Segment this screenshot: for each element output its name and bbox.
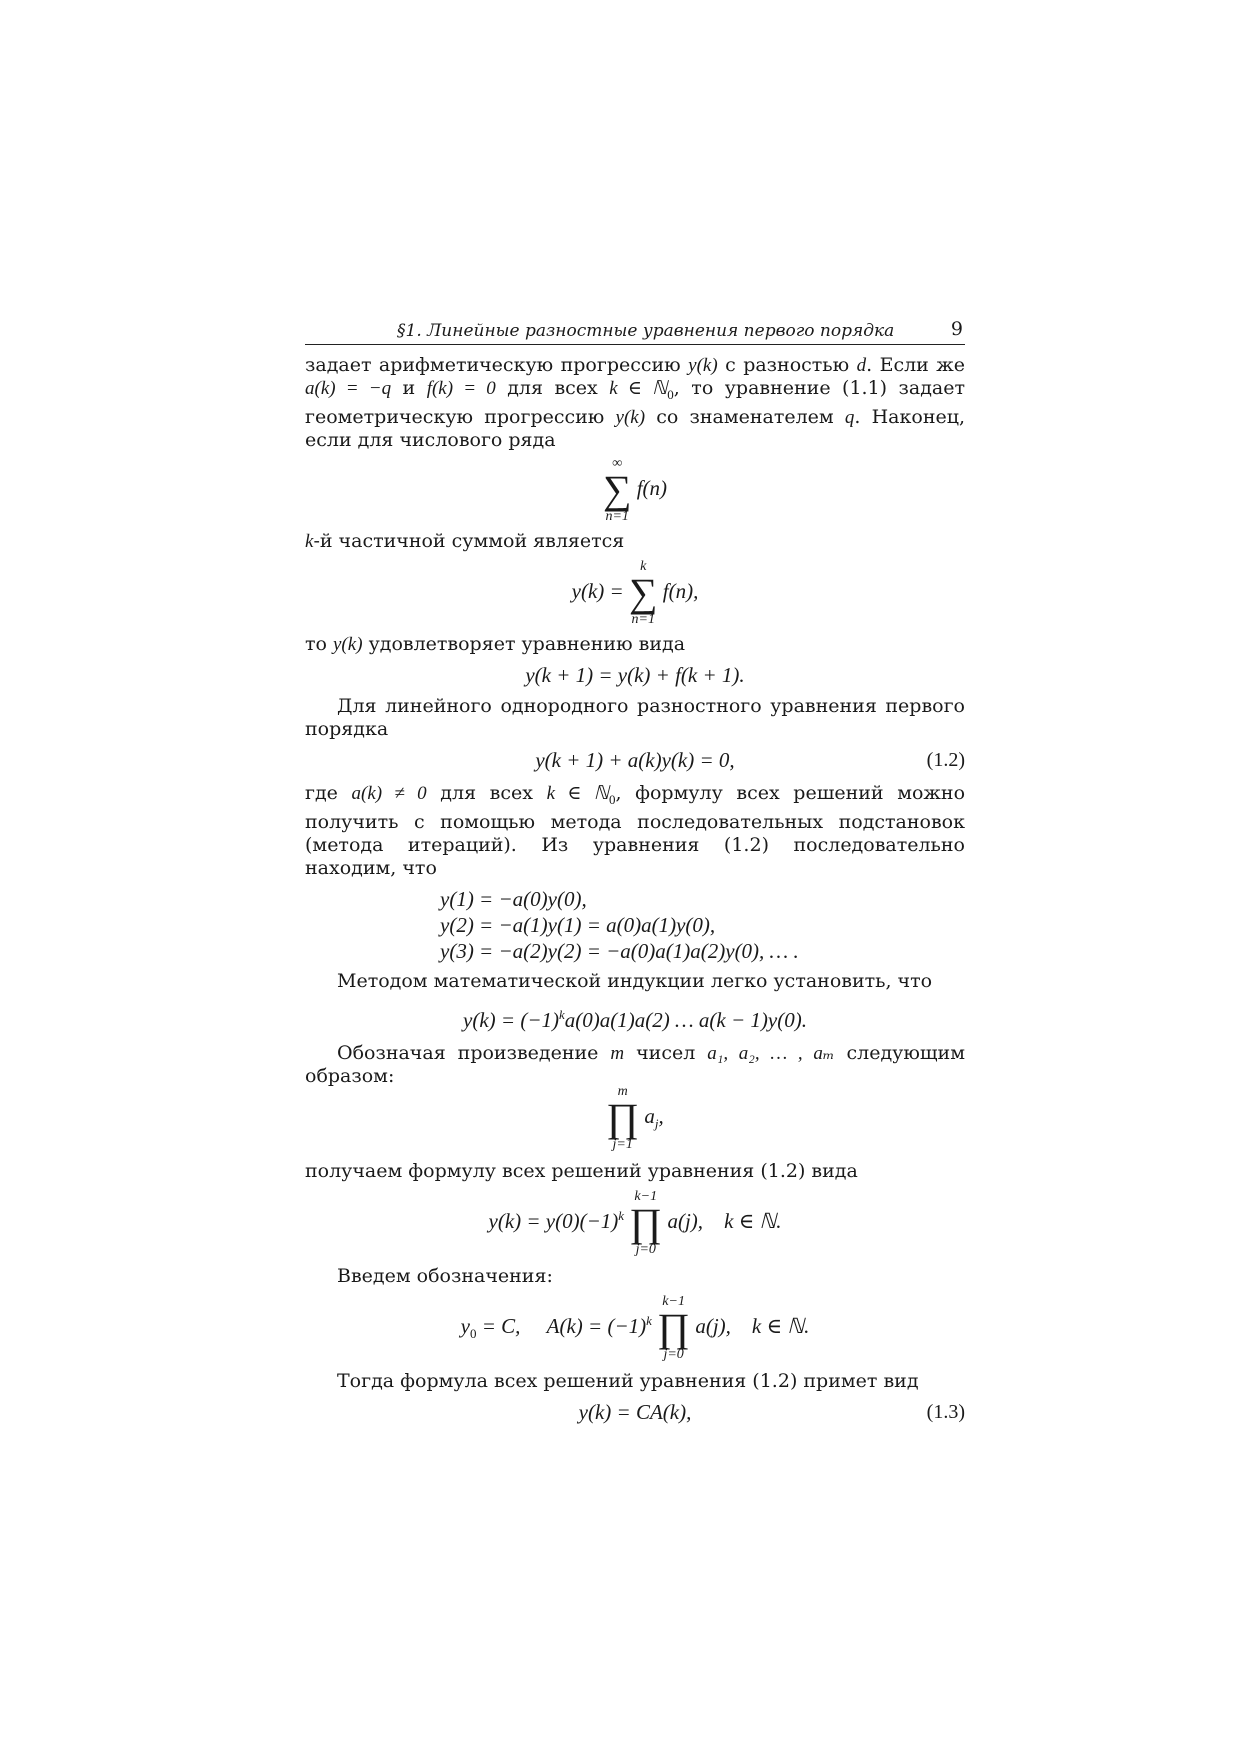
paragraph-3: то y(k) удовлетворяет уравнению вида <box>305 632 686 655</box>
general-solution-formula: $y(k) = y(0)(-1)^k$ k−1 ∏ j=0 a(j), k ∈ ℕ. <box>488 1188 782 1257</box>
iteration-formulas: y(1) = −a(0)y(0), y(2) = −a(1)y(1) = a(0)a(1)y(0), y(3) = −a(2)y(2) = −a(0)a(1)a(2)y(0), … . <box>440 886 799 963</box>
equation-number-1-3: (1.3) <box>926 1400 965 1423</box>
page-body <box>305 318 965 1424</box>
paragraph-6: Методом математической индукции легко установить, что <box>337 969 933 992</box>
running-head <box>305 318 965 345</box>
paragraph-9: Введем обозначения: <box>337 1264 553 1287</box>
paragraph-2: k-й частичной суммой является <box>305 529 625 552</box>
section-title: §1. Линейные разностные уравнения первого порядка <box>397 321 895 341</box>
series-formula: ∞ ∑ n=1 f(n) <box>602 455 668 524</box>
equation-number-1-2: (1.2) <box>926 748 965 771</box>
recurrence-formula: y(k + 1) = y(k) + f(k + 1). <box>525 662 745 687</box>
product-notation: m ∏ j=1 $a_j$, <box>606 1083 664 1152</box>
equation-1-2: y(k + 1) + a(k)y(k) = 0, (1.2) <box>535 747 965 772</box>
paragraph-7: Обозначая произведение m чисел a₁, a₂, … , aₘ следующим образом: <box>305 1041 965 1087</box>
partial-sum-formula: y(k) = k ∑ n=1 f(n), <box>571 558 699 627</box>
paragraph-4: Для линейного однородного разностного уравнения первого порядка <box>305 694 965 740</box>
equation-1-3: y(k) = CA(k), (1.3) <box>578 1399 965 1424</box>
paragraph-1: задает арифметическую прогрессию y(k) с разностью d. Если же a(k) = −q и f(k) = 0 для всех k ∈ ℕ$_0$, то уравнение (1.1) задает геометрическую прогрессию y(k) со знаменателем q. Наконец, если для числового ряда <box>305 354 966 451</box>
induction-formula: $y(k) = (-1)^ka(0)a(1)a(2)$ … a(k − 1)y(0). <box>463 1006 807 1032</box>
paragraph-8: получаем формулу всех решений уравнения (1.2) вида <box>305 1159 858 1182</box>
page-number: 9 <box>950 318 963 340</box>
paragraph-5: где a(k) ≠ 0 для всех k ∈ ℕ$_0$, формулу всех решений можно получить с помощью метода последовательных подстановок (метода итераций). Из уравнения (1.2) последовательно находим, что <box>305 781 966 879</box>
notation-formula: $y_0 = C$, $A(k) = (-1)^k$ k−1 ∏ j=0 a(j), k ∈ ℕ. <box>460 1293 810 1362</box>
paragraph-10: Тогда формула всех решений уравнения (1.2) примет вид <box>337 1369 919 1392</box>
